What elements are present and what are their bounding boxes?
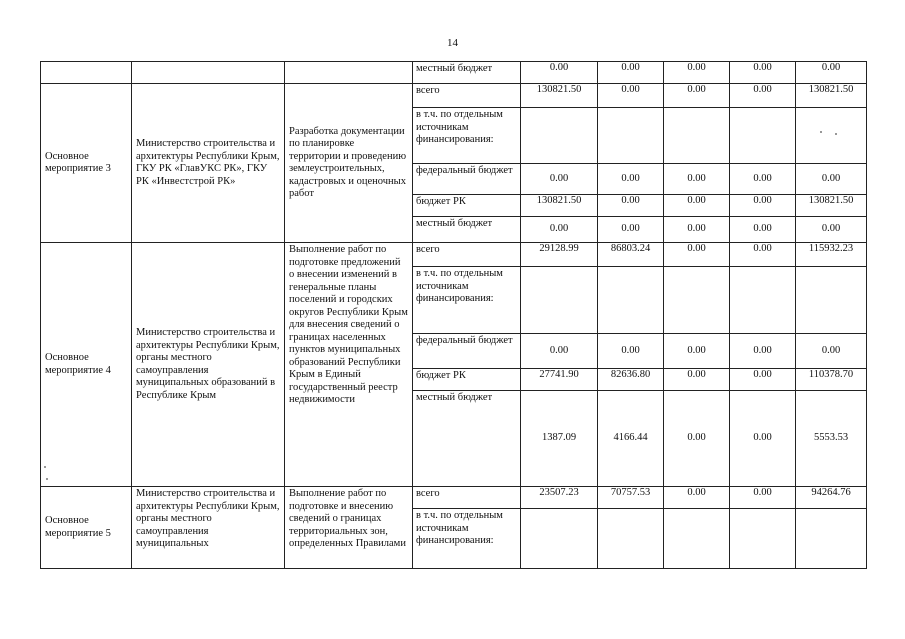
source-label-local: местный бюджет [413, 62, 521, 84]
value-cell: 0.00 [730, 391, 796, 487]
value-cell: 130821.50 [796, 195, 867, 217]
empty-cell [598, 108, 664, 164]
empty-cell [521, 108, 598, 164]
value-cell: 0.00 [730, 62, 796, 84]
value-cell: 130821.50 [521, 195, 598, 217]
value-cell: 0.00 [730, 217, 796, 243]
value-cell: 0.00 [730, 334, 796, 369]
value-cell: 0.00 [598, 195, 664, 217]
value-cell: 0.00 [598, 334, 664, 369]
empty-cell [730, 509, 796, 569]
source-label-breakdown: в т.ч. по отдельным источникам финансирования: [413, 509, 521, 569]
value-cell: 0.00 [730, 243, 796, 267]
value-cell: 0.00 [664, 195, 730, 217]
empty-cell [285, 62, 413, 84]
measure-title: Основное мероприятие 4 [41, 243, 132, 487]
value-cell: 5553.53 [796, 391, 867, 487]
value-cell: 0.00 [521, 334, 598, 369]
value-cell: 0.00 [598, 164, 664, 195]
value-cell: 86803.24 [598, 243, 664, 267]
value-cell: 0.00 [664, 84, 730, 108]
table-row [41, 487, 867, 509]
measure-title: Основное мероприятие 3 [41, 84, 132, 243]
table-row [41, 62, 867, 84]
value-cell: 0.00 [664, 243, 730, 267]
value-cell: 94264.76 [796, 487, 867, 509]
financing-table [40, 61, 867, 569]
empty-cell [664, 267, 730, 334]
empty-cell [132, 62, 285, 84]
value-cell: 0.00 [730, 195, 796, 217]
empty-cell [664, 509, 730, 569]
value-cell: 23507.23 [521, 487, 598, 509]
value-cell: 0.00 [521, 164, 598, 195]
source-label-breakdown: в т.ч. по отдельным источникам финансирования: [413, 108, 521, 164]
value-cell: 0.00 [664, 487, 730, 509]
value-cell: 0.00 [664, 62, 730, 84]
scan-speck [44, 466, 46, 468]
value-cell: 0.00 [521, 62, 598, 84]
measure-title: Основное мероприятие 5 [41, 487, 132, 569]
value-cell: 27741.90 [521, 369, 598, 391]
source-label-breakdown: в т.ч. по отдельным источникам финансирования: [413, 267, 521, 334]
value-cell: 0.00 [598, 217, 664, 243]
value-cell: 130821.50 [521, 84, 598, 108]
table-row [41, 243, 867, 267]
empty-cell [521, 509, 598, 569]
value-cell: 115932.23 [796, 243, 867, 267]
empty-cell [41, 62, 132, 84]
value-cell: 1387.09 [521, 391, 598, 487]
value-cell: 0.00 [521, 217, 598, 243]
empty-cell [521, 267, 598, 334]
value-cell: 0.00 [796, 217, 867, 243]
source-label-local: местный бюджет [413, 217, 521, 243]
scan-speck [835, 133, 837, 135]
value-cell: 130821.50 [796, 84, 867, 108]
source-label-federal: федеральный бюджет [413, 334, 521, 369]
measure-executor: Министерство строительства и архитектуры Республики Крым, органы местного самоуправления муниципальных образований в Республике Крым [132, 243, 285, 487]
measure-description: Разработка документации по планировке территории и проведению землеустроительных, кадастровых и оценочных работ [285, 84, 413, 243]
page-number: 14 [447, 37, 458, 49]
source-label-total: всего [413, 487, 521, 509]
source-label-total: всего [413, 243, 521, 267]
value-cell: 0.00 [796, 62, 867, 84]
value-cell: 0.00 [796, 334, 867, 369]
value-cell: 0.00 [730, 487, 796, 509]
value-cell: 0.00 [730, 369, 796, 391]
empty-cell [664, 108, 730, 164]
value-cell: 0.00 [664, 164, 730, 195]
value-cell: 4166.44 [598, 391, 664, 487]
measure-executor: Министерство строительства и архитектуры Республики Крым, ГКУ РК «ГлавУКС РК», ГКУ РК «Инвестстрой РК» [132, 84, 285, 243]
value-cell: 0.00 [598, 84, 664, 108]
empty-cell [730, 267, 796, 334]
empty-cell [598, 267, 664, 334]
value-cell: 110378.70 [796, 369, 867, 391]
value-cell: 0.00 [664, 391, 730, 487]
source-label-rk: бюджет РК [413, 195, 521, 217]
value-cell: 0.00 [664, 217, 730, 243]
empty-cell [796, 267, 867, 334]
value-cell: 70757.53 [598, 487, 664, 509]
source-label-federal: федеральный бюджет [413, 164, 521, 195]
empty-cell [598, 509, 664, 569]
table-row [41, 84, 867, 108]
value-cell: 82636.80 [598, 369, 664, 391]
value-cell: 0.00 [664, 334, 730, 369]
empty-cell [796, 509, 867, 569]
measure-description: Выполнение работ по подготовке предложений о внесении изменений в генеральные планы поселений и городских округов Республики Крым для внесения сведений о границах населенных пунктов муниципальных образований Республики Крым в Единый государственный реестр недвижимости [285, 243, 413, 487]
value-cell: 0.00 [664, 369, 730, 391]
value-cell: 0.00 [730, 84, 796, 108]
scan-speck [46, 478, 48, 480]
scan-speck [820, 131, 822, 133]
value-cell: 0.00 [730, 164, 796, 195]
value-cell: 0.00 [796, 164, 867, 195]
measure-executor: Министерство строительства и архитектуры Республики Крым, органы местного самоуправления муниципальных [132, 487, 285, 569]
source-label-local: местный бюджет [413, 391, 521, 487]
empty-cell [730, 108, 796, 164]
source-label-total: всего [413, 84, 521, 108]
value-cell: 29128.99 [521, 243, 598, 267]
empty-cell [796, 108, 867, 164]
source-label-rk: бюджет РК [413, 369, 521, 391]
value-cell: 0.00 [598, 62, 664, 84]
measure-description: Выполнение работ по подготовке и внесению сведений о границах территориальных зон, определенных Правилами [285, 487, 413, 569]
